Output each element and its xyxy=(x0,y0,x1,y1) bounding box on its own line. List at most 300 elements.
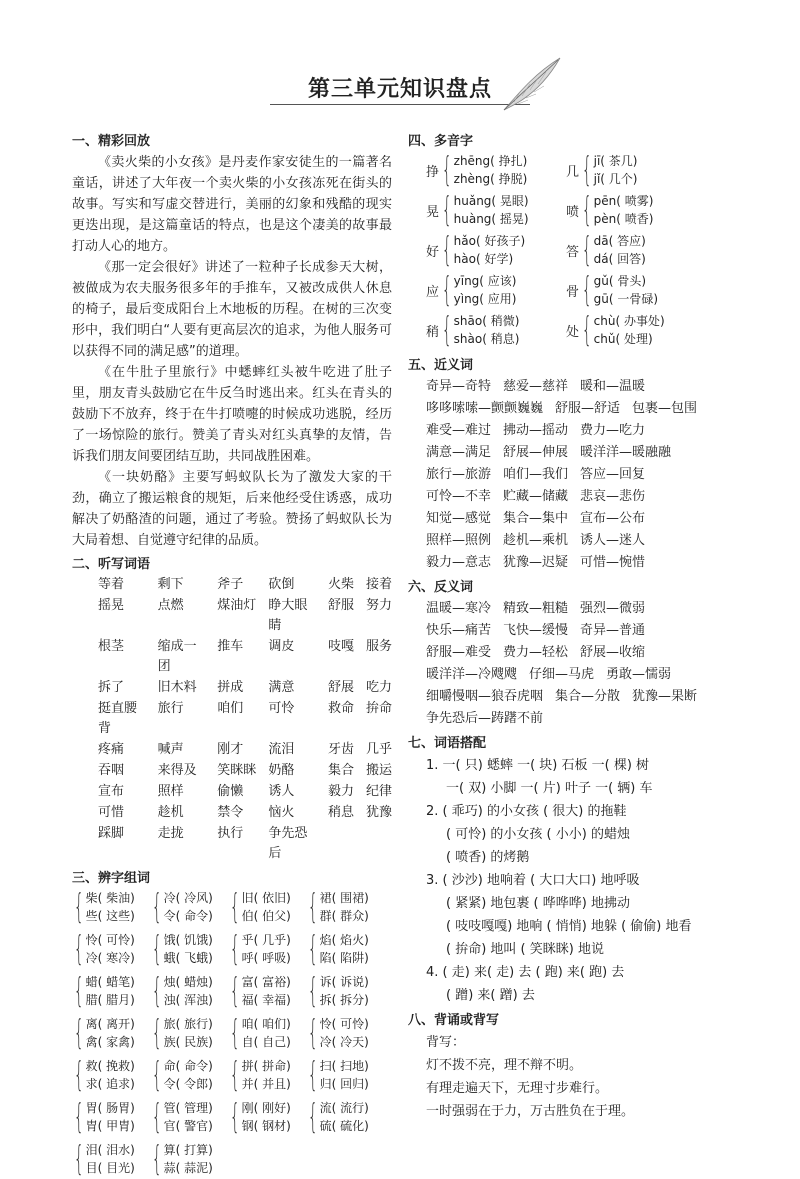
char-pair-group xyxy=(150,1015,220,1051)
brace-glyph: { xyxy=(581,190,592,230)
synonym-pair: 包裹—包围 xyxy=(632,401,698,416)
left-column xyxy=(72,128,392,1177)
char-pair-bottom: 胄( 甲胄) xyxy=(85,1119,135,1133)
brace-glyph: { xyxy=(441,150,452,190)
polyphonic-readings xyxy=(454,312,520,348)
dictation-word: 犹豫 xyxy=(365,805,392,820)
char-pair-bottom: 浊( 浑浊) xyxy=(163,993,213,1007)
reading-a: chù( 办事处) xyxy=(593,314,665,328)
char-pair-top: 乎( 几乎) xyxy=(241,933,291,947)
dictation-word: 笑眯眯 xyxy=(217,763,257,778)
char-pair-bottom: 并( 并且) xyxy=(241,1077,291,1091)
antonym-pair: 勇敢—懦弱 xyxy=(606,667,672,682)
dictation-word: 牙齿 xyxy=(327,742,354,757)
collocation-line: ( 紧紧) 地包裹 ( 哗哗哗) 地拂动 xyxy=(446,896,630,911)
polyphonic-char: 晃 xyxy=(426,204,440,220)
polyphonic-char: 应 xyxy=(426,284,440,300)
antonym-row xyxy=(426,708,728,730)
char-pair-bottom: 呼( 呼吸) xyxy=(241,951,291,965)
polyphonic-readings xyxy=(454,272,517,308)
char-pair-lines xyxy=(86,1141,135,1177)
char-pair-group xyxy=(306,973,376,1009)
antonym-pair: 强烈—微弱 xyxy=(580,601,646,616)
dictation-word: 接着 xyxy=(365,577,392,592)
char-pair-lines xyxy=(86,1057,135,1093)
dictation-word: 根茎 xyxy=(98,639,125,654)
antonym-pair: 飞快—缓慢 xyxy=(503,623,569,638)
brace-glyph: { xyxy=(151,1013,162,1053)
synonym-row xyxy=(426,464,728,486)
dictation-word: 睁大眼睛 xyxy=(268,598,308,633)
synonym-row xyxy=(426,508,728,530)
char-pair-top: 裙( 围裙) xyxy=(319,891,369,905)
char-pair-top: 诉( 诉说) xyxy=(319,975,369,989)
brace-glyph: { xyxy=(73,1055,84,1095)
dictation-word: 恼火 xyxy=(268,805,295,820)
brace-glyph: { xyxy=(441,230,452,270)
char-pair-group xyxy=(228,1015,298,1051)
brace-glyph: { xyxy=(229,1055,240,1095)
char-pair-bottom: 腊( 腊月) xyxy=(85,993,135,1007)
polyphonic-readings xyxy=(454,192,529,228)
brace-glyph: { xyxy=(307,1055,318,1095)
section-heading-synonyms: 五、近义词 xyxy=(408,358,474,373)
antonym-row xyxy=(426,620,728,642)
synonym-pair: 可惜—惋惜 xyxy=(580,555,646,570)
brace-glyph: { xyxy=(441,270,452,310)
char-pair-top: 刚( 刚好) xyxy=(241,1101,291,1115)
dictation-word: 纪律 xyxy=(365,784,392,799)
char-pair-bottom: 钢( 钢材) xyxy=(241,1119,291,1133)
synonym-pair: 知觉—感觉 xyxy=(426,511,492,526)
brace-glyph: { xyxy=(441,310,452,350)
synonym-row xyxy=(426,376,728,398)
dictation-word: 舒展 xyxy=(327,680,354,695)
dictation-word: 执行 xyxy=(217,826,244,841)
char-pair-top: 命( 命令) xyxy=(163,1059,213,1073)
reading-a: pēn( 喷雾) xyxy=(593,194,654,208)
reading-a: hǎo( 好孩子) xyxy=(453,234,526,248)
char-pair-lines xyxy=(164,1099,213,1135)
dictation-word: 救命 xyxy=(327,701,354,716)
dictation-word-grid xyxy=(72,575,392,864)
char-pair-bottom: 自( 自己) xyxy=(241,1035,291,1049)
antonym-pair: 仔细—马虎 xyxy=(529,667,595,682)
reading-b: jǐ( 几个) xyxy=(593,172,638,186)
polyphonic-char: 喷 xyxy=(566,204,580,220)
char-pair-bottom: 令( 命令) xyxy=(163,909,213,923)
reading-b: hào( 好学) xyxy=(453,252,514,266)
reading-b: chǔ( 处理) xyxy=(593,332,653,346)
reading-b: pèn( 喷香) xyxy=(593,212,654,226)
polyphonic-char: 几 xyxy=(566,164,580,180)
char-pair-group xyxy=(228,973,298,1009)
collocation-line: ( 蹭) 来( 蹭) 去 xyxy=(446,988,535,1003)
polyphonic-item xyxy=(426,272,566,308)
brace-glyph: { xyxy=(229,1013,240,1053)
char-pair-group xyxy=(72,1015,142,1051)
synonym-pair: 诱人—迷人 xyxy=(580,533,646,548)
char-pair-bottom: 冷( 寒冷) xyxy=(85,951,135,965)
antonym-pair: 细嚼慢咽—狼吞虎咽 xyxy=(426,689,544,704)
synonym-pair: 奇异—奇特 xyxy=(426,379,492,394)
char-pair-lines xyxy=(242,1015,291,1051)
reading-a: huǎng( 晃眼) xyxy=(453,194,529,208)
char-pair-lines xyxy=(86,973,135,1009)
reading-a: dā( 答应) xyxy=(593,234,646,248)
char-pair-lines xyxy=(164,1141,213,1177)
dictation-word: 舒服 xyxy=(327,598,354,613)
dictation-word: 推车 xyxy=(217,639,244,654)
antonym-list xyxy=(408,598,728,730)
synonym-pair: 舒服—舒适 xyxy=(555,401,621,416)
char-pair-group xyxy=(72,931,142,967)
polyphonic-char: 挣 xyxy=(426,164,440,180)
synonym-row xyxy=(426,442,728,464)
collocation-line: 一( 双) 小脚 一( 片) 叶子 一( 辆) 车 xyxy=(446,781,653,796)
polyphonic-item xyxy=(566,152,706,188)
char-pair-top: 蜡( 蜡笔) xyxy=(85,975,135,989)
brace-glyph: { xyxy=(73,1013,84,1053)
antonym-row xyxy=(426,598,728,620)
review-paragraph: 《那一定会很好》讲述了一粒种子长成参天大树，被做成为农夫服务很多年的手推车，又被改成供人休息的椅子，最后变成阳台上木地板的历程。在树的三次变形中，我们明白“人要有更高层次的追求，为他人服务可以获得不同的满足感”的道理。 xyxy=(72,260,392,359)
char-pair-lines xyxy=(320,931,369,967)
dictation-word: 流泪 xyxy=(268,742,295,757)
brace-glyph: { xyxy=(73,971,84,1011)
brace-glyph: { xyxy=(307,929,318,969)
char-pair-lines xyxy=(164,1015,213,1051)
review-paragraph: 《卖火柴的小女孩》是丹麦作家安徒生的一篇著名童话，讲述了大年夜一个卖火柴的小女孩冻死在街头的故事。写实和写虚交替进行，美丽的幻象和残酷的现实更迭出现，是这篇童话的特点，也是这个凄美的故事最打动人心的地方。 xyxy=(72,155,392,254)
synonym-pair: 答应—回复 xyxy=(580,467,646,482)
antonym-pair: 集合—分散 xyxy=(555,689,621,704)
collocation-line: ( 吱吱嘎嘎) 地响 ( 悄悄) 地躲 ( 偷偷) 地看 xyxy=(446,919,692,934)
char-pair-bottom: 些( 这些) xyxy=(85,909,135,923)
dictation-word: 旅行 xyxy=(157,701,184,716)
synonym-list xyxy=(408,376,728,574)
brace-glyph: { xyxy=(151,971,162,1011)
section-heading-antonyms: 六、反义词 xyxy=(408,580,474,595)
synonym-pair: 满意—满足 xyxy=(426,445,492,460)
char-pair-group xyxy=(150,931,220,967)
dictation-word: 集合 xyxy=(327,763,354,778)
antonym-pair: 争先恐后—踌躇不前 xyxy=(426,711,544,726)
char-pair-lines xyxy=(164,931,213,967)
dictation-word: 调皮 xyxy=(268,639,295,654)
char-pair-bottom: 拆( 拆分) xyxy=(319,993,369,1007)
polyphonic-char: 处 xyxy=(566,324,580,340)
char-pair-group xyxy=(72,1141,142,1177)
polyphonic-item xyxy=(566,312,706,348)
review-paragraph: 《一块奶酪》主要写蚂蚁队长为了激发大家的干劲，确立了搬运粮食的规矩，后来他经受住诱惑，成功解决了奶酪渣的问题，通过了考验。赞扬了蚂蚁队长为大局着想、自觉遵守纪律的品质。 xyxy=(72,470,392,548)
brace-glyph: { xyxy=(581,150,592,190)
brace-glyph: { xyxy=(229,971,240,1011)
antonym-pair: 舒展—收缩 xyxy=(580,645,646,660)
brace-glyph: { xyxy=(151,887,162,927)
polyphonic-char: 骨 xyxy=(566,284,580,300)
dictation-word: 奶酪 xyxy=(268,763,295,778)
char-pair-top: 扫( 扫地) xyxy=(319,1059,369,1073)
brace-glyph: { xyxy=(73,929,84,969)
dictation-word: 踩脚 xyxy=(98,826,125,841)
brace-glyph: { xyxy=(229,929,240,969)
char-pair-group xyxy=(306,889,376,925)
brace-glyph: { xyxy=(581,230,592,270)
char-pair-lines xyxy=(242,1099,291,1135)
dictation-word: 趁机 xyxy=(157,805,184,820)
polyphonic-readings xyxy=(594,152,638,188)
char-pair-lines xyxy=(320,973,369,1009)
char-pair-top: 咱( 咱们) xyxy=(241,1017,291,1031)
dictation-word: 旧木料 xyxy=(157,680,197,695)
collocation-line: 2. ( 乖巧) 的小女孩 ( 很大) 的拖鞋 xyxy=(426,804,627,819)
section-heading-polyphonic: 四、多音字 xyxy=(408,134,474,149)
dictation-word: 可惜 xyxy=(98,805,125,820)
dictation-word: 咱们 xyxy=(217,701,244,716)
char-pair-top: 柴( 柴油) xyxy=(85,891,135,905)
dictation-word: 禁令 xyxy=(217,805,244,820)
polyphonic-item xyxy=(426,152,566,188)
char-pair-top: 旧( 依旧) xyxy=(241,891,291,905)
synonym-pair: 犹豫—迟疑 xyxy=(503,555,569,570)
antonym-row xyxy=(426,686,728,708)
page-title: 第三单元知识盘点 xyxy=(307,77,492,102)
synonym-pair: 舒展—伸展 xyxy=(503,445,569,460)
brace-glyph: { xyxy=(581,270,592,310)
synonym-pair: 照样—照例 xyxy=(426,533,492,548)
brace-glyph: { xyxy=(441,190,452,230)
reading-a: zhēng( 挣扎) xyxy=(453,154,528,168)
brace-glyph: { xyxy=(73,1139,84,1179)
char-pair-lines xyxy=(242,973,291,1009)
reading-b: yìng( 应用) xyxy=(453,292,517,306)
char-pair-group xyxy=(72,1057,142,1093)
char-pair-top: 管( 管理) xyxy=(163,1101,213,1115)
dictation-word: 来得及 xyxy=(157,763,197,778)
polyphonic-item xyxy=(426,232,566,268)
char-pair-bottom: 伯( 伯父) xyxy=(241,909,291,923)
dictation-word: 煤油灯 xyxy=(217,598,257,613)
char-pair-top: 救( 挽救) xyxy=(85,1059,135,1073)
reading-a: yīng( 应该) xyxy=(453,274,517,288)
char-pair-top: 流( 流行) xyxy=(319,1101,369,1115)
feather-icon xyxy=(500,54,564,114)
synonym-pair: 宣布—公布 xyxy=(580,511,646,526)
antonym-row xyxy=(426,642,728,664)
dictation-word: 疼痛 xyxy=(98,742,125,757)
polyphonic-item xyxy=(426,312,566,348)
dictation-word: 缩成一团 xyxy=(157,639,197,674)
antonym-pair: 暖洋洋—冷飕飕 xyxy=(426,667,518,682)
distinguish-grid xyxy=(72,889,392,1177)
brace-glyph: { xyxy=(307,1097,318,1137)
char-pair-bottom: 族( 民族) xyxy=(163,1035,213,1049)
dictation-word: 争先恐后 xyxy=(268,826,308,861)
char-pair-group xyxy=(150,1057,220,1093)
synonym-pair: 毅力—意志 xyxy=(426,555,492,570)
dictation-word: 几乎 xyxy=(365,742,392,757)
reading-b: huàng( 摇晃) xyxy=(453,212,529,226)
dictation-word: 喊声 xyxy=(157,742,184,757)
char-pair-lines xyxy=(164,1057,213,1093)
synonym-pair: 难受—难过 xyxy=(426,423,492,438)
char-pair-group xyxy=(228,931,298,967)
char-pair-bottom: 归( 回归) xyxy=(319,1077,369,1091)
dictation-word: 诱人 xyxy=(268,784,295,799)
dictation-word: 服务 xyxy=(365,639,392,654)
char-pair-group xyxy=(72,1099,142,1135)
section-heading-review: 一、精彩回放 xyxy=(72,134,151,149)
polyphonic-item xyxy=(566,272,706,308)
collocation-line: 1. 一( 只) 蟋蟀 一( 块) 石板 一( 棵) 树 xyxy=(426,758,650,773)
brace-glyph: { xyxy=(151,1055,162,1095)
antonym-pair: 快乐—痛苦 xyxy=(426,623,492,638)
char-pair-lines xyxy=(242,931,291,967)
char-pair-top: 旅( 旅行) xyxy=(163,1017,213,1031)
synonym-pair: 可怜—不幸 xyxy=(426,489,492,504)
char-pair-bottom: 福( 幸福) xyxy=(241,993,291,1007)
synonym-pair: 集合—集中 xyxy=(503,511,569,526)
dictation-word: 吞咽 xyxy=(98,763,125,778)
dictation-word: 走拢 xyxy=(157,826,184,841)
char-pair-top: 拼( 拼命) xyxy=(241,1059,291,1073)
synonym-row xyxy=(426,552,728,574)
reading-a: gǔ( 骨头) xyxy=(593,274,647,288)
char-pair-group xyxy=(72,889,142,925)
char-pair-bottom: 官( 警官) xyxy=(163,1119,213,1133)
reading-b: shào( 稍息) xyxy=(453,332,520,346)
reading-a: jī( 茶几) xyxy=(593,154,638,168)
char-pair-bottom: 陷( 陷阱) xyxy=(319,951,369,965)
antonym-pair: 奇异—普通 xyxy=(580,623,646,638)
char-pair-bottom: 目( 目光) xyxy=(85,1161,135,1175)
char-pair-bottom: 硫( 硫化) xyxy=(319,1119,369,1133)
synonym-pair: 悲哀—悲伤 xyxy=(580,489,646,504)
char-pair-group xyxy=(150,973,220,1009)
dictation-word: 吃力 xyxy=(365,680,392,695)
reading-a: shāo( 稍微) xyxy=(453,314,520,328)
synonym-pair: 拂动—摇动 xyxy=(503,423,569,438)
review-paragraph: 《在牛肚子里旅行》中蟋蟀红头被牛吃进了肚子里，朋友青头鼓励它在牛反刍时逃出来。红头在青头的鼓励下不放弃，终于在牛打喷嚏的时候成功逃脱，经历了一场惊险的旅行。赞美了青头对红头真挚的友情，告诉我们朋友间要团结互助，共同战胜困难。 xyxy=(72,365,392,464)
dictation-word: 吱嘎 xyxy=(327,639,354,654)
char-pair-lines xyxy=(320,1015,369,1051)
brace-glyph: { xyxy=(307,1013,318,1053)
brace-glyph: { xyxy=(151,929,162,969)
title-underline xyxy=(270,104,530,105)
char-pair-group xyxy=(306,1057,376,1093)
collocation-line: 3. ( 沙沙) 地响着 ( 大口大口) 地呼吸 xyxy=(426,873,640,888)
char-pair-top: 焰( 焰火) xyxy=(319,933,369,947)
polyphonic-item xyxy=(566,232,706,268)
brace-glyph: { xyxy=(307,887,318,927)
brace-glyph: { xyxy=(229,887,240,927)
char-pair-bottom: 冷( 冷天) xyxy=(319,1035,369,1049)
char-pair-bottom: 蒜( 蒜泥) xyxy=(163,1161,213,1175)
dictation-word: 搬运 xyxy=(365,763,392,778)
dictation-word: 斧子 xyxy=(217,577,244,592)
synonym-pair: 哆哆嗦嗦—颤颤巍巍 xyxy=(426,401,544,416)
char-pair-group xyxy=(228,889,298,925)
synonym-row xyxy=(426,530,728,552)
synonym-row xyxy=(426,486,728,508)
brace-glyph: { xyxy=(229,1097,240,1137)
char-pair-bottom: 禽( 家禽) xyxy=(85,1035,135,1049)
recite-block xyxy=(408,1031,728,1123)
dictation-word: 挺直腰背 xyxy=(98,701,138,736)
synonym-pair: 暖和—温暖 xyxy=(580,379,646,394)
right-column xyxy=(408,128,728,1123)
char-pair-lines xyxy=(86,1015,135,1051)
polyphonic-item xyxy=(566,192,706,228)
section-heading-collocation: 七、词语搭配 xyxy=(408,736,487,751)
char-pair-group xyxy=(306,1099,376,1135)
polyphonic-char: 稍 xyxy=(426,324,440,340)
char-pair-group xyxy=(306,1015,376,1051)
polyphonic-readings xyxy=(594,272,658,308)
char-pair-top: 饿( 饥饿) xyxy=(163,933,213,947)
char-pair-group xyxy=(72,973,142,1009)
char-pair-top: 富( 富裕) xyxy=(241,975,291,989)
dictation-word: 宣布 xyxy=(98,784,125,799)
section-heading-dictation: 二、听写词语 xyxy=(72,557,151,572)
char-pair-group xyxy=(228,1057,298,1093)
char-pair-top: 烛( 蜡烛) xyxy=(163,975,213,989)
char-pair-top: 算( 打算) xyxy=(163,1143,213,1157)
char-pair-top: 胃( 肠胃) xyxy=(85,1101,135,1115)
brace-glyph: { xyxy=(73,887,84,927)
reading-b: zhèng( 挣脱) xyxy=(453,172,528,186)
antonym-pair: 温暖—寒冷 xyxy=(426,601,492,616)
brace-glyph: { xyxy=(151,1097,162,1137)
char-pair-group xyxy=(306,931,376,967)
char-pair-bottom: 求( 追求) xyxy=(85,1077,135,1091)
recite-line: 一时强弱在于力，万古胜负在于理。 xyxy=(426,1104,635,1119)
reading-b: dá( 回答) xyxy=(593,252,646,266)
polyphonic-readings xyxy=(454,152,528,188)
polyphonic-char: 好 xyxy=(426,244,440,260)
char-pair-lines xyxy=(164,973,213,1009)
dictation-word: 稍息 xyxy=(327,805,354,820)
brace-glyph: { xyxy=(73,1097,84,1137)
antonym-pair: 费力—轻松 xyxy=(503,645,569,660)
collocation-line: ( 可怜) 的小女孩 ( 小小) 的蜡烛 xyxy=(446,827,630,842)
dictation-word: 拆了 xyxy=(98,680,125,695)
dictation-word: 剩下 xyxy=(157,577,184,592)
polyphonic-readings xyxy=(594,312,665,348)
brace-glyph: { xyxy=(151,1139,162,1179)
synonym-row xyxy=(426,398,728,420)
char-pair-group xyxy=(150,1099,220,1135)
antonym-row xyxy=(426,664,728,686)
collocation-line: ( 拚命) 地叫 ( 笑眯眯) 地说 xyxy=(446,942,604,957)
synonym-pair: 咱们—我们 xyxy=(503,467,569,482)
dictation-word: 偷懒 xyxy=(217,784,244,799)
dictation-word: 火柴 xyxy=(327,577,354,592)
recite-line: 灯不拨不亮，理不辩不明。 xyxy=(426,1058,583,1073)
antonym-pair: 精致—粗糙 xyxy=(503,601,569,616)
char-pair-top: 冷( 冷风) xyxy=(163,891,213,905)
brace-glyph: { xyxy=(307,971,318,1011)
char-pair-bottom: 令( 令郎) xyxy=(163,1077,213,1091)
char-pair-group xyxy=(150,889,220,925)
dictation-word: 毅力 xyxy=(327,784,354,799)
antonym-pair: 舒服—难受 xyxy=(426,645,492,660)
dictation-word: 拼成 xyxy=(217,680,244,695)
reading-b: gū( 一骨碌) xyxy=(593,292,659,306)
section-heading-recite: 八、背诵或背写 xyxy=(408,1013,500,1028)
char-pair-group xyxy=(228,1099,298,1135)
polyphonic-readings xyxy=(594,232,646,268)
char-pair-top: 离( 离开) xyxy=(85,1017,135,1031)
